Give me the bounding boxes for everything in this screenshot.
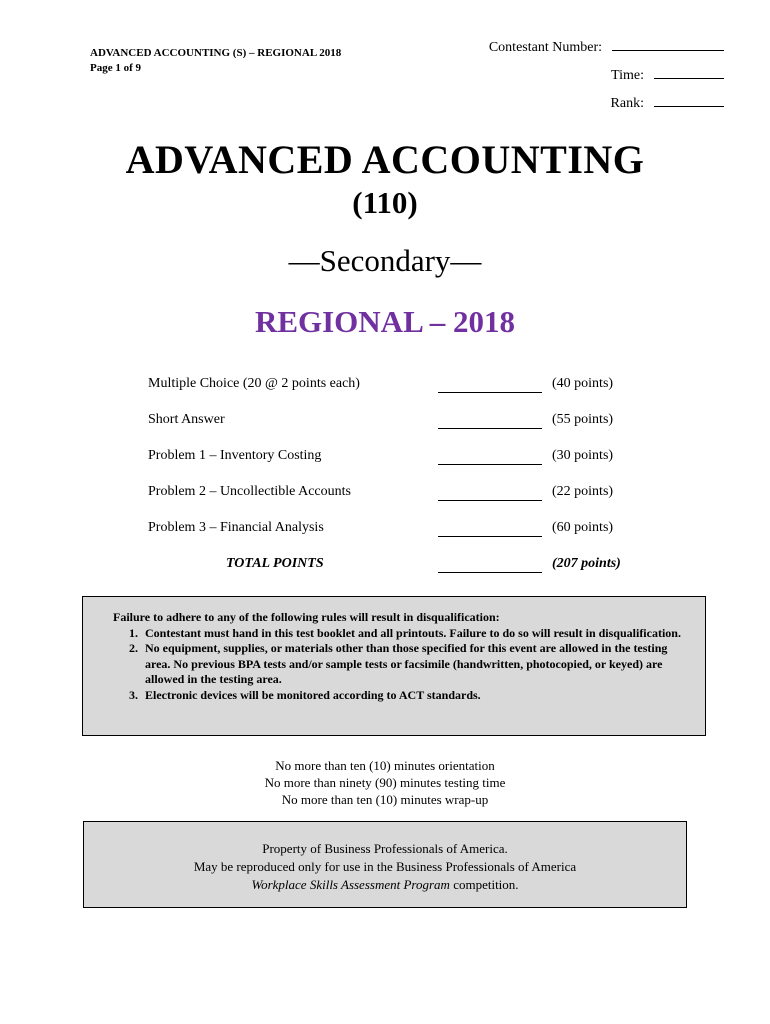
rule-item: 2. No equipment, supplies, or materials other than those specified for this event are allowed in the testing area. No previous BPA tests and/or sample tests or facsimile (handwritten, photocopied, or keyed) are allowed in the testing area. [141,641,693,688]
rule-item: 3. Electronic devices will be monitored according to ACT standards. [141,688,693,704]
score-label: Problem 2 – Uncollectible Accounts [148,484,351,499]
score-points: (55 points) [552,412,614,427]
score-row [148,484,648,520]
rule-item: 1. Contestant must hand in this test booklet and all printouts. Failure to do so will result in disqualification. [141,626,693,642]
rules-list [113,626,693,704]
score-row [148,448,648,484]
total-points: (207 points) [552,556,621,571]
score-points: (22 points) [552,484,614,499]
score-row [148,520,648,556]
property-line [84,876,686,894]
total-blank [438,572,542,573]
score-table [148,376,648,592]
score-blank [438,536,542,537]
time-limit-line: No more than ninety (90) minutes testing time [264,775,506,790]
score-blank [438,464,542,465]
time-blank [654,66,724,79]
contestant-number-label: Contestant Number: [488,40,602,55]
time-limits [0,757,770,808]
total-row [148,556,648,592]
score-blank [438,428,542,429]
document-header [90,46,341,76]
time-field [489,62,724,90]
time-limit-line: No more than ten (10) minutes wrap-up [281,792,489,807]
event-line: ADVANCED ACCOUNTING (S) – REGIONAL 2018 [90,47,342,59]
property-line: May be reproduced only for use in the Business Professionals of America [193,859,577,874]
page-title: ADVANCED ACCOUNTING [125,137,645,182]
total-label: TOTAL POINTS [226,556,324,571]
rank-blank [654,94,724,107]
score-label: Problem 1 – Inventory Costing [148,448,322,463]
score-blank [438,500,542,501]
score-points: (60 points) [552,520,614,535]
rank-field [489,90,724,118]
score-row [148,376,648,412]
property-notice [83,821,687,908]
scoring-fields [489,34,724,118]
score-label: Problem 3 – Financial Analysis [148,520,324,535]
score-blank [438,392,542,393]
event-code: (110) [352,185,418,220]
score-points: (40 points) [552,376,614,391]
rank-label: Rank: [610,96,644,111]
rules-box [82,596,706,736]
property-line: Property of Business Professionals of America. [262,841,508,856]
page-number: Page 1 of 9 [90,62,142,74]
program-name: Workplace Skills Assessment Program [251,877,450,892]
time-label: Time: [611,68,644,83]
contestant-number-field [489,34,724,62]
time-limit-line: No more than ten (10) minutes orientation [275,758,495,773]
score-row [148,412,648,448]
rules-heading: Failure to adhere to any of the following rules will result in disqualification: [113,610,500,624]
contestant-number-blank [612,38,724,51]
event-level: —Secondary— [288,243,482,278]
score-label: Short Answer [148,412,225,427]
score-label: Multiple Choice (20 @ 2 points each) [148,376,360,391]
score-points: (30 points) [552,448,614,463]
property-line-end: competition. [449,877,519,892]
event-name: REGIONAL – 2018 [254,304,516,339]
